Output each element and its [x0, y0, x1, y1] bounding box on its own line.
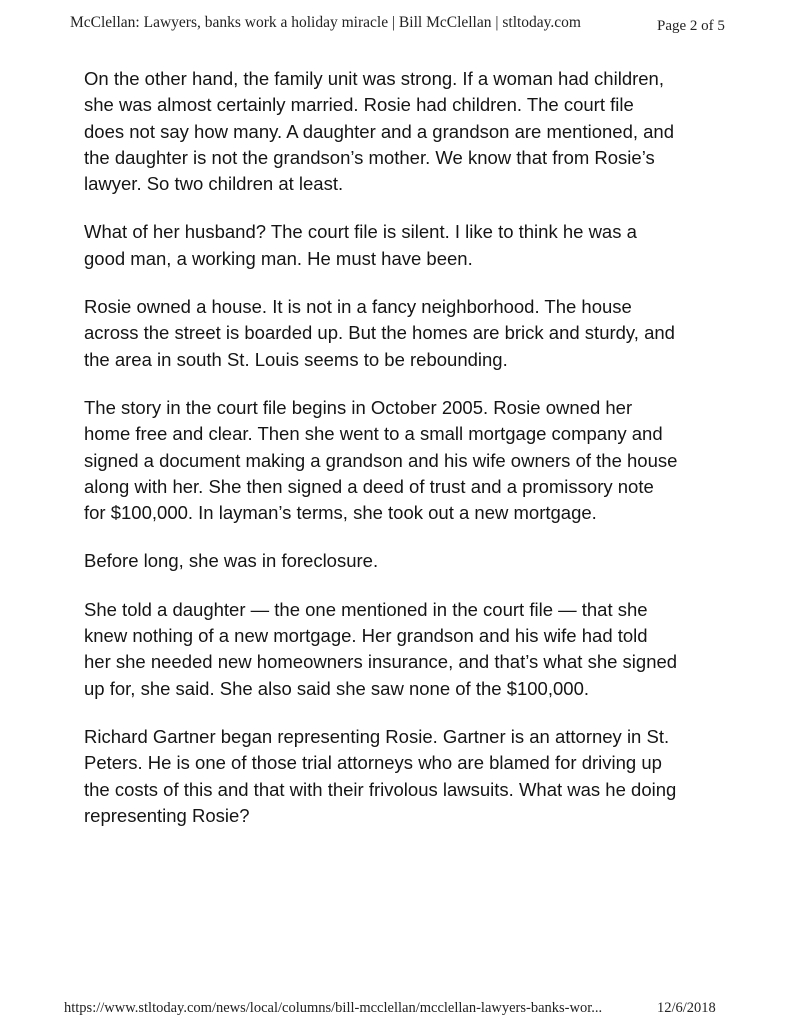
text-line: signed a document making a grandson and his wife owners of the house: [84, 449, 678, 471]
text-line: the area in south St. Louis seems to be rebounding.: [84, 348, 508, 370]
page-header-title: McClellan: Lawyers, banks work a holiday miracle | Bill McClellan | stltoday.com: [70, 14, 581, 31]
text-line: across the street is boarded up. But the homes are brick and sturdy, and: [84, 322, 675, 344]
source-url: https://www.stltoday.com/news/local/columns/bill-mcclellan/mcclellan-lawyers-banks-wor...: [64, 1000, 603, 1016]
text-line: good man, a working man. He must have been.: [84, 247, 473, 269]
text-line: up for, she said. She also said she saw none of the $100,000.: [84, 677, 589, 699]
text-line: home free and clear. Then she went to a small mortgage company and: [84, 423, 663, 445]
text-line: does not say how many. A daughter and a grandson are mentioned, and: [84, 120, 675, 142]
text-line: the costs of this and that with their frivolous lawsuits. What was he doing: [84, 778, 677, 800]
text-line: knew nothing of a new mortgage. Her grandson and his wife had told: [84, 625, 648, 647]
article-paragraph: [84, 724, 774, 829]
text-line: The story in the court file begins in October 2005. Rosie owned her: [84, 396, 633, 418]
article-paragraph: [84, 66, 774, 197]
article-body: [84, 66, 774, 851]
text-line: lawyer. So two children at least.: [84, 173, 344, 195]
text-line: for $100,000. In layman’s terms, she took out a new mortgage.: [84, 502, 597, 524]
text-line: She told a daughter — the one mentioned in the court file — that she: [84, 598, 648, 620]
text-line: she was almost certainly married. Rosie had children. The court file: [84, 94, 634, 116]
text-line: Richard Gartner began representing Rosie. Gartner is an attorney in St.: [84, 725, 670, 747]
text-line: Rosie owned a house. It is not in a fancy neighborhood. The house: [84, 296, 632, 318]
article-paragraph: [84, 219, 774, 272]
print-date: 12/6/2018: [657, 1000, 716, 1016]
article-paragraph: [84, 395, 774, 526]
text-line: the daughter is not the grandson’s mother. We know that from Rosie’s: [84, 146, 655, 168]
text-line: On the other hand, the family unit was strong. If a woman had children,: [84, 68, 664, 89]
text-line: along with her. She then signed a deed of trust and a promissory note: [84, 475, 654, 497]
text-line: Before long, she was in foreclosure.: [84, 550, 379, 572]
text-line: representing Rosie?: [84, 804, 250, 826]
page-number: Page 2 of 5: [657, 18, 725, 34]
article-paragraph: [84, 294, 774, 373]
text-line: her she needed new homeowners insurance, and that’s what she signed: [84, 651, 678, 673]
text-line: Peters. He is one of those trial attorneys who are blamed for driving up: [84, 752, 662, 774]
article-paragraph: [84, 597, 774, 702]
text-line: What of her husband? The court file is silent. I like to think he was a: [84, 221, 637, 243]
article-paragraph: [84, 548, 774, 574]
